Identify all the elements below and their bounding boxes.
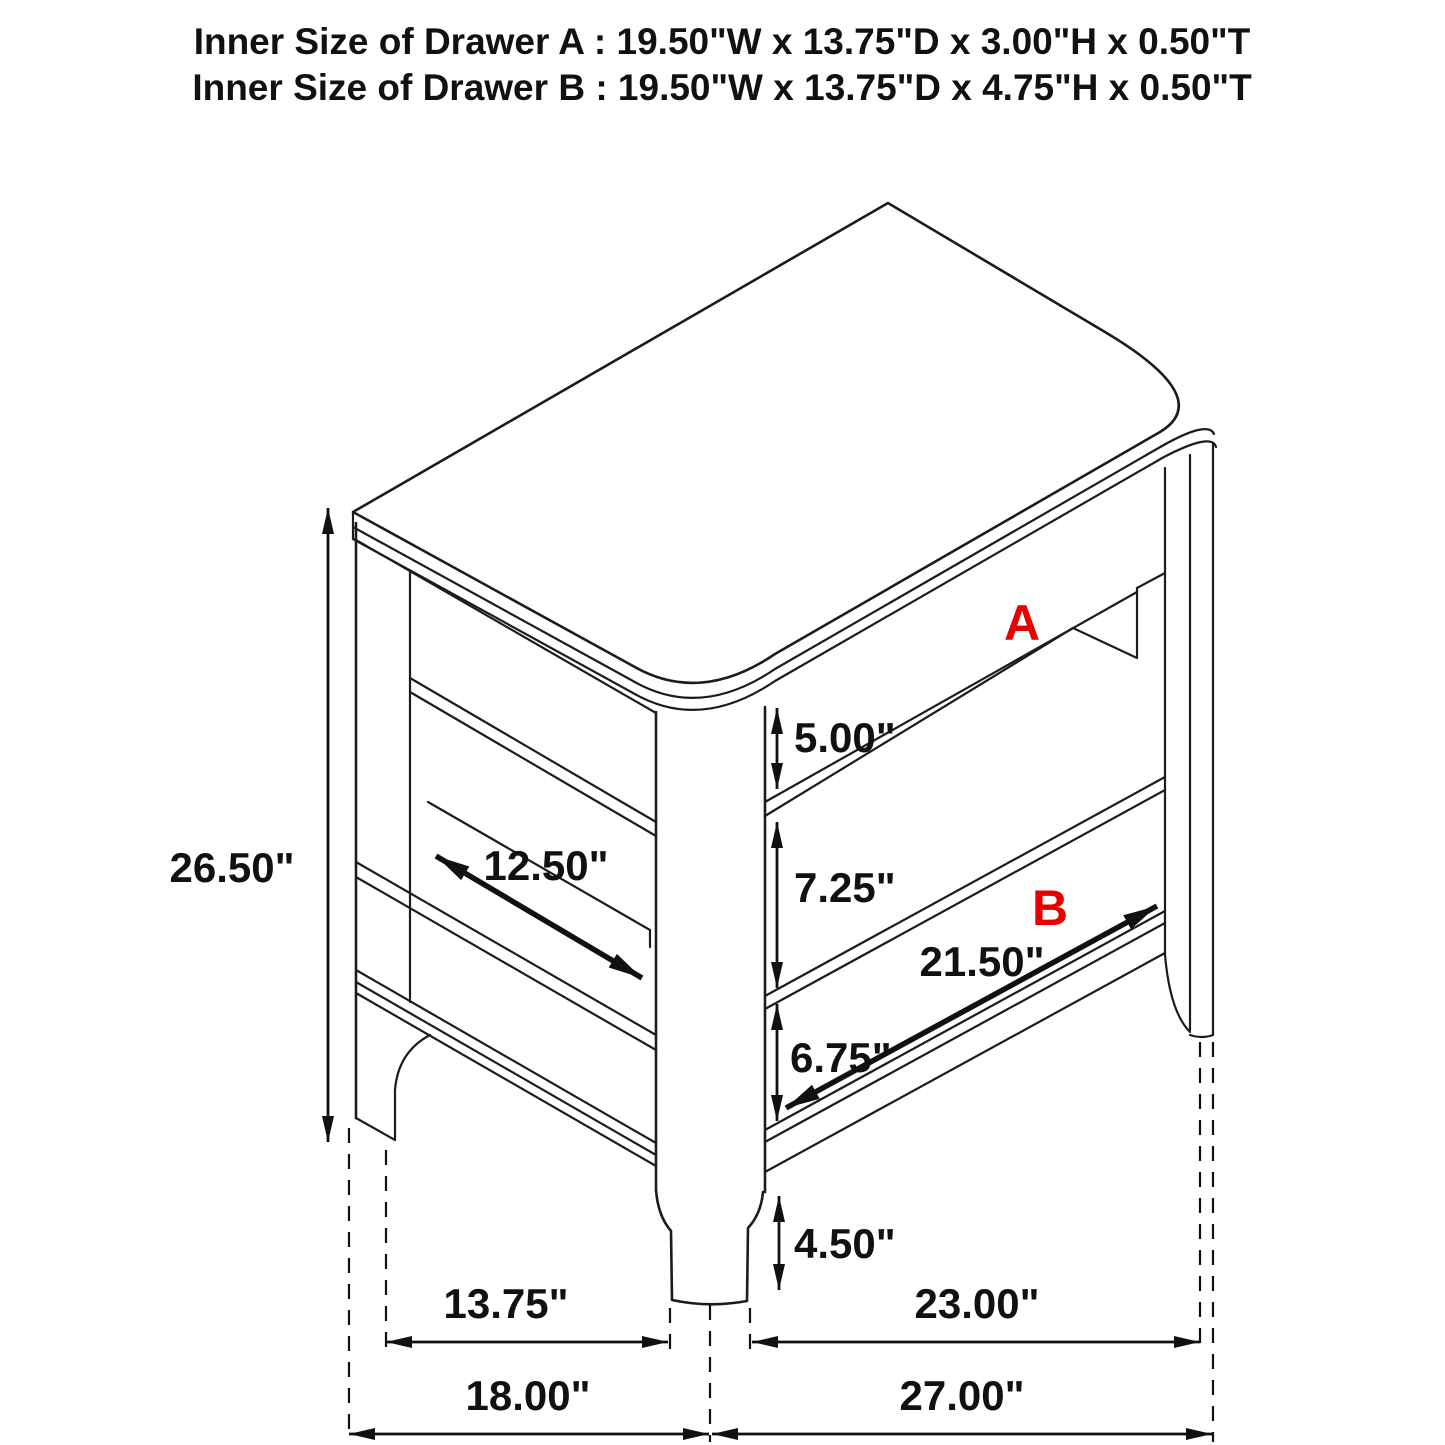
front-corner-leg [656,1190,763,1304]
shelf-front-edge [765,588,1137,816]
dim-drawer-b-width-label: 21.50" [919,938,1045,985]
dim-side-depth-label: 18.00" [465,1372,591,1419]
dim-front-width-label: 27.00" [899,1372,1025,1419]
cabinet-line-art [353,203,1216,1304]
dim-overall-height-label: 26.50" [169,844,295,891]
dim-drawer-b-face-height-label: 6.75" [790,1034,892,1081]
dim-leg-height-label: 4.50" [794,1220,896,1267]
title-line-1: Inner Size of Drawer A : 19.50"W x 13.75"D x 3.00"H x 0.50"T [193,21,1251,62]
left-rear-leg [356,1035,430,1140]
dim-drawer-a-face-height-label: 5.00" [794,714,896,761]
tabletop-edge-moulding-2 [353,441,1216,710]
title-line-2: Inner Size of Drawer B : 19.50"W x 13.75"D x 4.75"H x 0.50"T [192,67,1252,108]
drawer-a-bottom-shelf-top-edge [765,573,1165,802]
dim-shelf-to-drawer-b-label: 7.25" [794,864,896,911]
right-side-stiles [1165,443,1213,1035]
drawer-a-label: A [1003,595,1041,651]
dim-shelf-depth-label: 12.50" [483,842,609,889]
drawer-b-label: B [1031,880,1069,936]
tabletop-edge-moulding-1 [353,429,1214,698]
dim-front-leg-spacing-label: 23.00" [914,1280,1040,1327]
dim-side-leg-spacing-label: 13.75" [443,1280,569,1327]
side-top-edge [356,540,656,713]
front-corner-post [656,707,765,1192]
side-shelf-edges [356,862,656,1050]
